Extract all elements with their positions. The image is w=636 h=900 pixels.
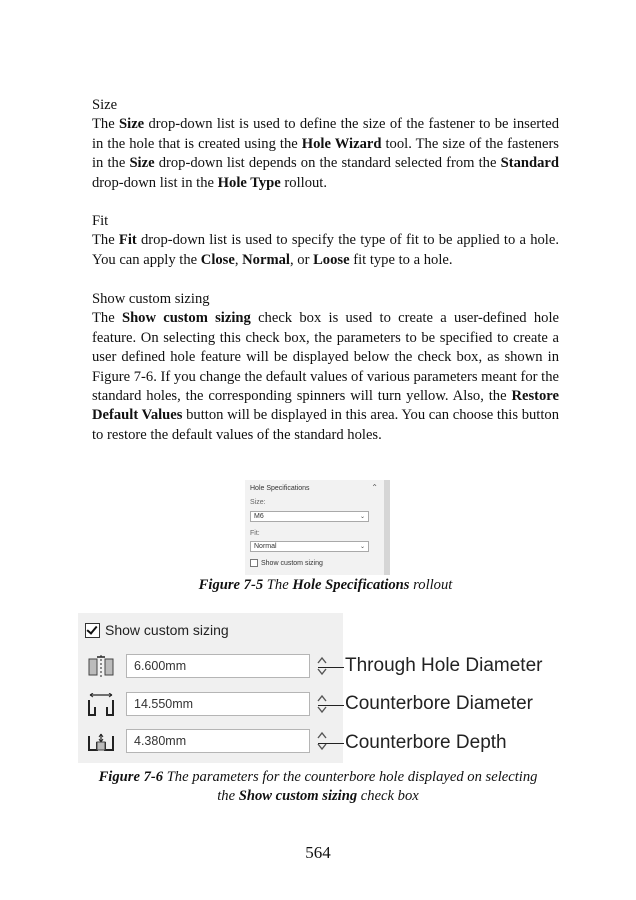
fit-label: Fit: [250, 530, 260, 537]
figure-7-5-caption: Figure 7-5 The Hole Specifications rollout [198, 577, 453, 593]
spinner-icon[interactable] [316, 654, 328, 678]
through-hole-diameter-input[interactable]: 6.600mm [126, 654, 310, 678]
checkbox-label: Show custom sizing [261, 559, 323, 567]
counterbore-depth-callout: Counterbore Depth [345, 732, 507, 753]
spinner-icon[interactable] [316, 729, 328, 753]
panel-scrollbar[interactable] [384, 480, 390, 575]
spinner-icon[interactable] [316, 692, 328, 716]
custom-sizing-paragraph: The Show custom sizing check box is used to create a user-defined hole feature. On selecting this check box, the parameters to be specified to create a user defined hole feature will be displayed below the check box, as shown in Figure 7-6. If you change the default values of various parameters meant for the standard holes, the corresponding spinners will turn yellow. Also, the Restore Default Values button will be displayed in this area. You can choose this button to restore the default values of the standard holes. [92, 310, 559, 443]
through-hole-diameter-row [78, 651, 343, 681]
counterbore-depth-icon [87, 730, 115, 754]
leader-line [318, 705, 344, 706]
leader-line [318, 743, 344, 744]
counterbore-diameter-callout: Counterbore Diameter [345, 693, 533, 714]
leader-line [318, 667, 344, 668]
fit-section [92, 212, 559, 270]
custom-sizing-panel [78, 613, 343, 763]
size-dropdown-value: M6 [254, 513, 264, 520]
counterbore-diameter-icon [87, 693, 115, 717]
chevron-down-icon: ⌄ [359, 514, 365, 520]
panel-title: Hole Specifications [250, 485, 310, 492]
collapse-icon[interactable]: ⌃ [371, 483, 378, 492]
custom-sizing-section [92, 290, 559, 445]
size-heading: Size [92, 97, 118, 113]
counterbore-depth-input[interactable]: 4.380mm [126, 729, 310, 753]
counterbore-diameter-input[interactable]: 14.550mm [126, 692, 310, 716]
through-hole-diameter-icon [87, 655, 115, 679]
checked-box-icon[interactable] [85, 623, 100, 638]
size-paragraph: The Size drop-down list is used to define the size of the fastener to be inserted in the hole that is created using the Hole Wizard tool. The size of the fasteners in the Size drop-down list depends on the standard selected from the Standard drop-down list in the Hole Type rollout. [92, 116, 559, 191]
checkbox-box[interactable] [250, 559, 258, 567]
size-label: Size: [250, 499, 266, 506]
show-custom-sizing-checkbox[interactable] [250, 559, 323, 567]
size-dropdown[interactable] [250, 511, 369, 522]
hole-specifications-panel [245, 480, 390, 575]
show-custom-sizing-checkbox-checked[interactable] [85, 622, 229, 638]
figure-7-6-caption: Figure 7-6 The parameters for the counterbore hole displayed on selecting the Show custom sizing check box [98, 769, 538, 804]
chevron-down-icon: ⌄ [359, 544, 365, 550]
fit-paragraph: The Fit drop-down list is used to specify the type of fit to be applied to a hole. You can apply the Close, Normal, or Loose fit type to a hole. [92, 232, 559, 268]
fit-heading: Fit [92, 213, 109, 229]
through-hole-diameter-callout: Through Hole Diameter [345, 655, 543, 676]
counterbore-depth-row [78, 726, 343, 756]
custom-sizing-heading: Show custom sizing [92, 291, 210, 307]
counterbore-diameter-row [78, 689, 343, 719]
page-number: 564 [305, 843, 331, 862]
fit-dropdown[interactable] [250, 541, 369, 552]
checkbox-label: Show custom sizing [105, 622, 229, 638]
fit-dropdown-value: Normal [254, 543, 277, 550]
size-section [92, 96, 559, 193]
